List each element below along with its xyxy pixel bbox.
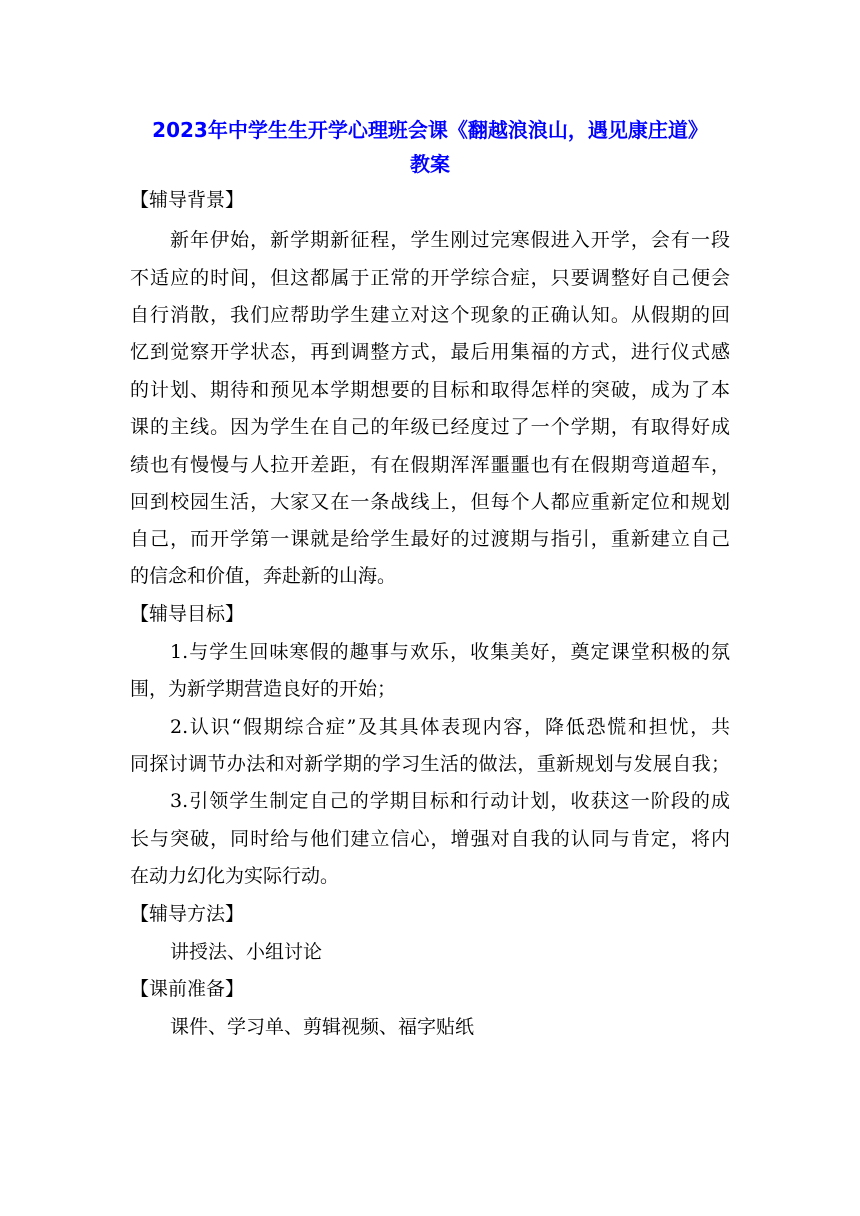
section-heading-methods: 【辅导方法】 bbox=[130, 903, 245, 925]
paragraph-line: 自行消散，我们应帮助学生建立对这个现象的正确认知。从假期的回 bbox=[130, 304, 730, 326]
goal-line: 1.与学生回味寒假的趣事与欢乐，收集美好，奠定课堂积极的氛 bbox=[170, 641, 730, 663]
section-heading-background: 【辅导背景】 bbox=[130, 189, 245, 211]
paragraph-line: 课的主线。因为学生在自己的年级已经度过了一个学期，有取得好成 bbox=[130, 416, 730, 438]
document-title-line-2: 教案 bbox=[410, 152, 450, 176]
section-heading-goals: 【辅导目标】 bbox=[130, 603, 245, 625]
paragraph-line: 的计划、期待和预见本学期想要的目标和取得怎样的突破，成为了本 bbox=[130, 379, 730, 401]
paragraph-line: 的信念和价值，奔赴新的山海。 bbox=[130, 565, 397, 587]
paragraph-line: 不适应的时间，但这都属于正常的开学综合症，只要调整好自己便会 bbox=[130, 267, 730, 289]
goal-line: 同探讨调节办法和对新学期的学习生活的做法，重新规划与发展自我； bbox=[130, 753, 730, 775]
goal-line: 在动力幻化为实际行动。 bbox=[130, 865, 340, 887]
paragraph-line: 新年伊始，新学期新征程，学生刚过完寒假进入开学，会有一段 bbox=[170, 229, 730, 251]
goal-line: 3.引领学生制定自己的学期目标和行动计划，收获这一阶段的成 bbox=[170, 790, 730, 812]
goal-line: 围，为新学期营造良好的开始； bbox=[130, 678, 397, 700]
preparation-text: 课件、学习单、剪辑视频、福字贴纸 bbox=[170, 1016, 475, 1038]
goal-line: 长与突破，同时给与他们建立信心，增强对自我的认同与肯定，将内 bbox=[130, 828, 730, 850]
section-heading-preparation: 【课前准备】 bbox=[130, 978, 245, 1000]
document-title-line-1: 2023年中学生生开学心理班会课《翻越浪浪山，遇见康庄道》 bbox=[152, 118, 708, 142]
paragraph-line: 忆到觉察开学状态，再到调整方式，最后用集福的方式，进行仪式感 bbox=[130, 341, 730, 363]
paragraph-line: 自己，而开学第一课就是给学生最好的过渡期与指引，重新建立自己 bbox=[130, 528, 730, 550]
paragraph-line: 绩也有慢慢与人拉开差距，有在假期浑浑噩噩也有在假期弯道超车， bbox=[130, 454, 730, 476]
goal-line: 2.认识“假期综合症”及其具体表现内容，降低恐慌和担忧，共 bbox=[170, 716, 730, 738]
paragraph-line: 回到校园生活，大家又在一条战线上，但每个人都应重新定位和规划 bbox=[130, 491, 730, 513]
methods-text: 讲授法、小组讨论 bbox=[170, 941, 323, 963]
